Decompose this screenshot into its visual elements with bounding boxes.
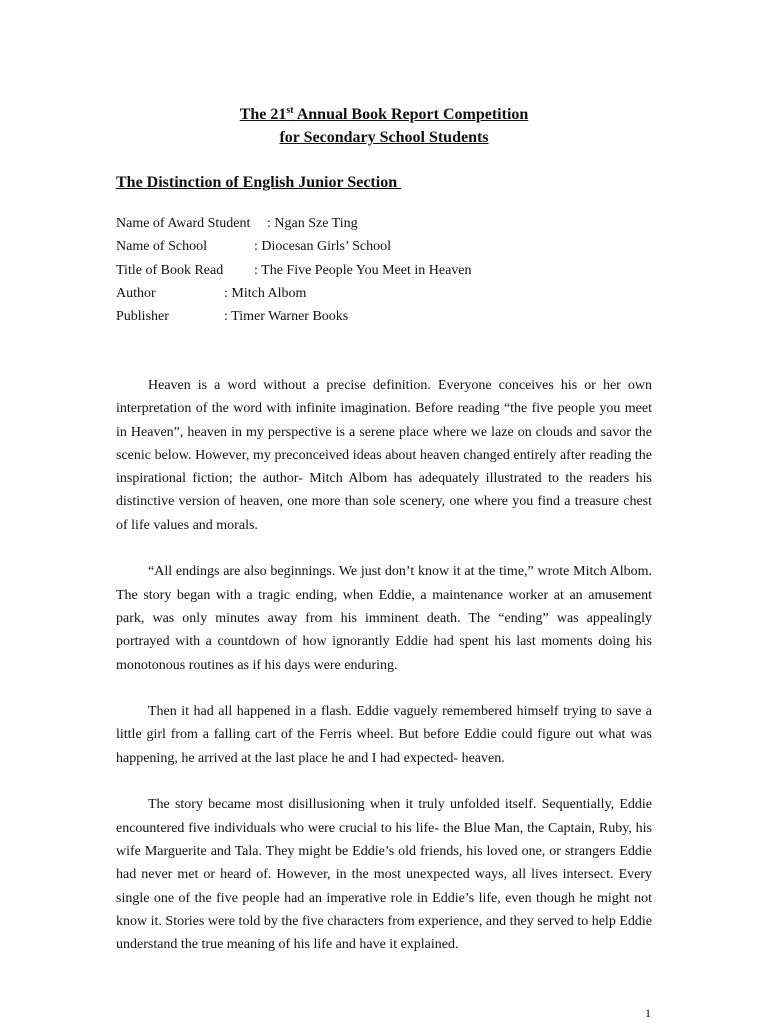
title-main bbox=[240, 106, 529, 123]
title-ordinal-suffix: st bbox=[286, 105, 294, 116]
title-post: Annual Book Report Competition bbox=[293, 106, 529, 123]
info-label: Name of School bbox=[116, 239, 207, 255]
info-value: : Timer Warner Books bbox=[224, 309, 349, 325]
info-value: : The Five People You Meet in Heaven bbox=[254, 262, 472, 278]
document-title bbox=[0, 103, 768, 149]
page-number: 1 bbox=[645, 1006, 651, 1020]
info-label: Name of Award Student bbox=[116, 216, 251, 231]
section-heading: The Distinction of English Junior Section bbox=[116, 174, 402, 191]
title-subtitle: for Secondary School Students bbox=[279, 129, 489, 146]
paragraph: “All endings are also beginnings. We just don’t know it at the time,” wrote Mitch Albom. The story began with a tragic ending, when Eddie, a maintenance worker at an amusement park, was only minutes away from his imminent death. The “ending” was appealingly portrayed with a countdown of how ignorantly Eddie had spent his last moments doing his monotonous routines as if his days were enduring. bbox=[116, 564, 652, 673]
paragraph: Then it had all happened in a flash. Eddie vaguely remembered himself trying to save a little girl from a falling cart of the Ferris wheel. But before Eddie could figure out what was happening, he arrived at the last place he and I had expected- heaven. bbox=[116, 704, 652, 766]
paragraph: The story became most disillusioning when it truly unfolded itself. Sequentially, Eddie encountered five individuals who were crucial to his life- the Blue Man, the Captain, Ruby, his wife Marguerite and Tala. They might be Eddie’s old friends, his loved one, or strangers Eddie had never met or heard of. However, in the most unexpected ways, all lives intersect. Every single one of the five people had an imperative role in Eddie’s life, even though he might not know it. Stories were told by the five characters from experience, and they served to help Eddie understand the true meaning of his life and have it explained. bbox=[116, 797, 652, 953]
info-label: Title of Book Read bbox=[116, 262, 224, 278]
info-label: Publisher bbox=[116, 309, 169, 325]
info-label: Author bbox=[116, 285, 156, 301]
paragraph: Heaven is a word without a precise definition. Everyone conceives his or her own interpretation of the word with infinite imagination. Before reading “the five people you meet in Heaven”, heaven in my perspective is a serene place where we laze on clouds and savor the scenic below. However, my preconceived ideas about heaven changed entirely after reading the inspirational fiction; the author- Mitch Albom has adequately illustrated to the readers his distinctive version of heaven, one more than sole scenery, one where you find a treasure chest of life values and morals. bbox=[116, 378, 652, 533]
title-pre: The 21 bbox=[239, 106, 287, 123]
title-line-1 bbox=[0, 103, 768, 126]
info-value: : Ngan Sze Ting bbox=[267, 216, 358, 231]
title-line-2 bbox=[0, 126, 768, 149]
info-value: : Diocesan Girls’ School bbox=[254, 239, 391, 255]
report-body bbox=[116, 374, 652, 980]
info-value: : Mitch Albom bbox=[224, 285, 307, 301]
